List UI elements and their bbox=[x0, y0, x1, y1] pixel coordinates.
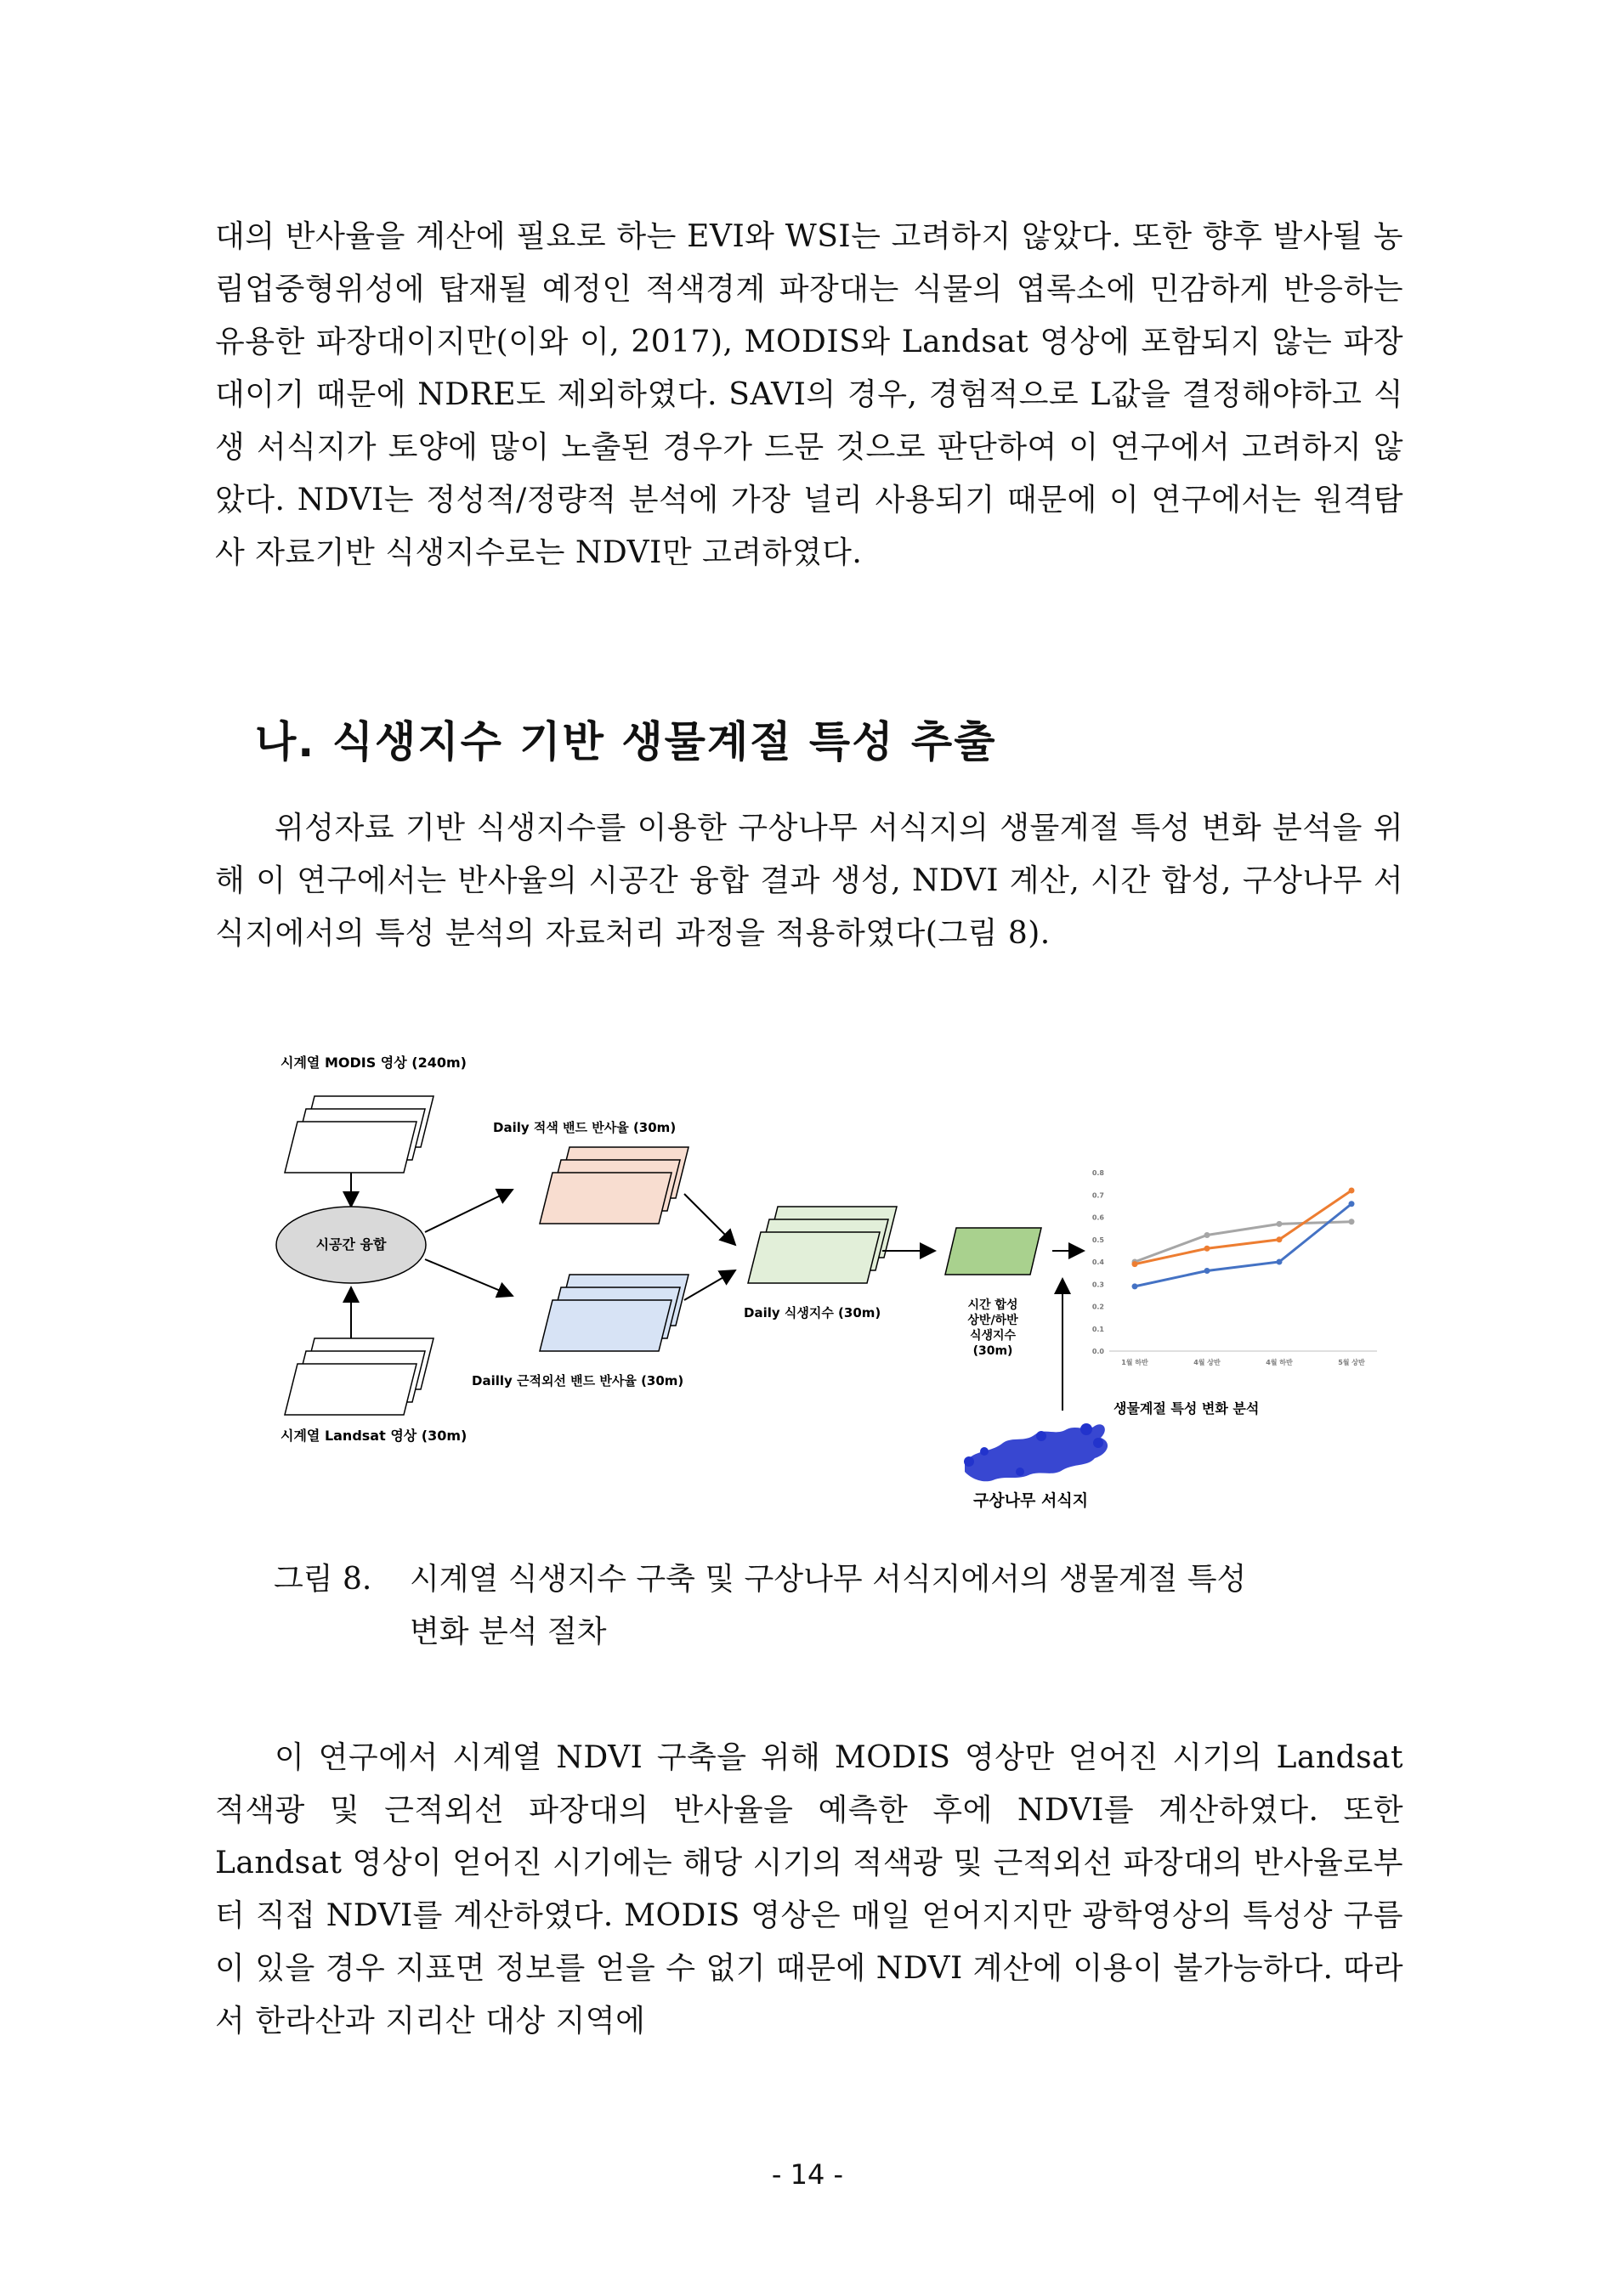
page-number: - 14 - bbox=[771, 2158, 844, 2191]
habitat-map bbox=[964, 1423, 1108, 1481]
paragraph-3: 이 연구에서 시계열 NDVI 구축을 위해 MODIS 영상만 얻어진 시기의 Landsat 적색광 및 근적외선 파장대의 반사율을 예측한 후에 NDVI를 계산하였다. 또한 Landsat 영상이 얻어진 시기에는 해당 시기의 적색광 및 근적외선 파장대의 반사율로부터 직접 NDVI를 계산하였다. MODIS 영상은 매일 얻어지지만 광학영상의 특성상 구름이 있을 경우 지표면 정보를 얻을 수 없기 때문에 NDVI 계산에 이용이 불가능하다. 따라서 한라산과 지리산 대상 지역에 bbox=[215, 1740, 1403, 2039]
label-nir-band: Dailly 근적외선 밴드 반사율 (30m) bbox=[472, 1373, 684, 1388]
label-fusion: 시공간 융합 bbox=[315, 1236, 387, 1253]
paragraph-1: 대의 반사율을 계산에 필요로 하는 EVI와 WSI는 고려하지 않았다. 또한 향후 발사될 농림업중형위성에 탑재될 예정인 적색경계 파장대는 식물의 엽록소에 민감하게 반응하는 유용한 파장대이지만(이와 이, 2017), MODIS와 Landsat 영상에 포함되지 않는 파장대이기 때문에 NDRE도 제외하였다. SAVI의 경우, 경험적으로 L값을 결정해야하고 식생 서식지가 토양에 많이 노출된 경우가 드문 것으로 판단하여 이 연구에서 고려하지 않았다. NDVI는 정성적/정량적 분석에 가장 널리 사용되기 때문에 이 연구에서는 원격탐사 자료기반 식생지수로는 NDVI만 고려하였다. bbox=[215, 219, 1403, 570]
chart-point bbox=[1277, 1236, 1283, 1242]
chart-y-tick: 0.2 bbox=[1091, 1303, 1104, 1311]
nir-band-stack bbox=[540, 1275, 688, 1351]
composite-image bbox=[945, 1228, 1041, 1275]
section-heading: 나. 식생지수 기반 생물계절 특성 추출 bbox=[255, 717, 997, 766]
paragraph-2: 위성자료 기반 식생지수를 이용한 구상나무 서식지의 생물계절 특성 변화 분석을 위해 이 연구에서는 반사율의 시공간 융합 결과 생성, NDVI 계산, 시간 합성, 구상나무 서식지에서의 특성 분석의 자료처리 과정을 적용하였다(그림 8). bbox=[215, 811, 1403, 951]
chart-point bbox=[1204, 1246, 1210, 1252]
label-red-band: Daily 적색 밴드 반사율 (30m) bbox=[493, 1120, 677, 1135]
chart-y-tick: 0.8 bbox=[1091, 1169, 1104, 1177]
label-modis: 시계열 MODIS 영상 (240m) bbox=[280, 1055, 467, 1071]
chart-x-tick: 4월 하반 bbox=[1266, 1359, 1293, 1366]
label-analysis: 생물계절 특성 변화 분석 bbox=[1114, 1400, 1260, 1417]
chart-point bbox=[1277, 1259, 1283, 1265]
chart-y-tick: 0.5 bbox=[1091, 1236, 1104, 1244]
svg-text:시간 합성: 시간 합성 bbox=[967, 1298, 1018, 1312]
chart-y-tick: 0.7 bbox=[1091, 1191, 1104, 1200]
label-vegetation-index: Daily 식생지수 (30m) bbox=[744, 1305, 881, 1320]
chart-y-tick: 0.4 bbox=[1091, 1258, 1104, 1266]
chart-y-tick: 0.3 bbox=[1091, 1281, 1104, 1289]
svg-text:(30m): (30m) bbox=[972, 1344, 1013, 1358]
workflow-figure bbox=[272, 1037, 1402, 1513]
chart-point bbox=[1204, 1232, 1210, 1238]
label-habitat: 구상나무 서식지 bbox=[973, 1491, 1089, 1510]
caption-label: 그림 8. bbox=[274, 1562, 372, 1597]
figure-caption bbox=[274, 1553, 1413, 1659]
chart-y-tick: 0.6 bbox=[1091, 1213, 1104, 1222]
red-band-stack bbox=[540, 1147, 688, 1224]
landsat-image-stack bbox=[285, 1338, 434, 1415]
chart-x-tick: 1월 하반 bbox=[1121, 1359, 1148, 1366]
chart-point bbox=[1277, 1221, 1283, 1227]
modis-image-stack bbox=[285, 1096, 434, 1173]
chart-point bbox=[1349, 1188, 1355, 1194]
chart-x-tick: 5월 상반 bbox=[1338, 1359, 1365, 1366]
svg-text:상반/하반: 상반/하반 bbox=[967, 1314, 1018, 1327]
chart-y-tick: 0.0 bbox=[1091, 1348, 1104, 1355]
chart-point bbox=[1204, 1268, 1210, 1274]
vegetation-index-stack bbox=[748, 1207, 897, 1283]
label-composite bbox=[967, 1298, 1018, 1358]
caption-line1: 시계열 식생지수 구축 및 구상나무 서식지에서의 생물계절 특성 bbox=[410, 1562, 1247, 1597]
chart-point bbox=[1132, 1261, 1138, 1267]
chart-point bbox=[1132, 1283, 1138, 1289]
chart-series-line-2 bbox=[1135, 1190, 1352, 1264]
chart-point bbox=[1349, 1201, 1355, 1207]
chart-x-tick: 4월 상반 bbox=[1193, 1359, 1221, 1366]
caption-line2: 변화 분석 절차 bbox=[410, 1615, 607, 1649]
chart-y-tick: 0.1 bbox=[1091, 1325, 1104, 1333]
chart-point bbox=[1349, 1219, 1355, 1224]
svg-text:식생지수: 식생지수 bbox=[969, 1329, 1017, 1343]
phenology-chart bbox=[1092, 1169, 1377, 1366]
label-landsat: 시계열 Landsat 영상 (30m) bbox=[280, 1428, 468, 1444]
